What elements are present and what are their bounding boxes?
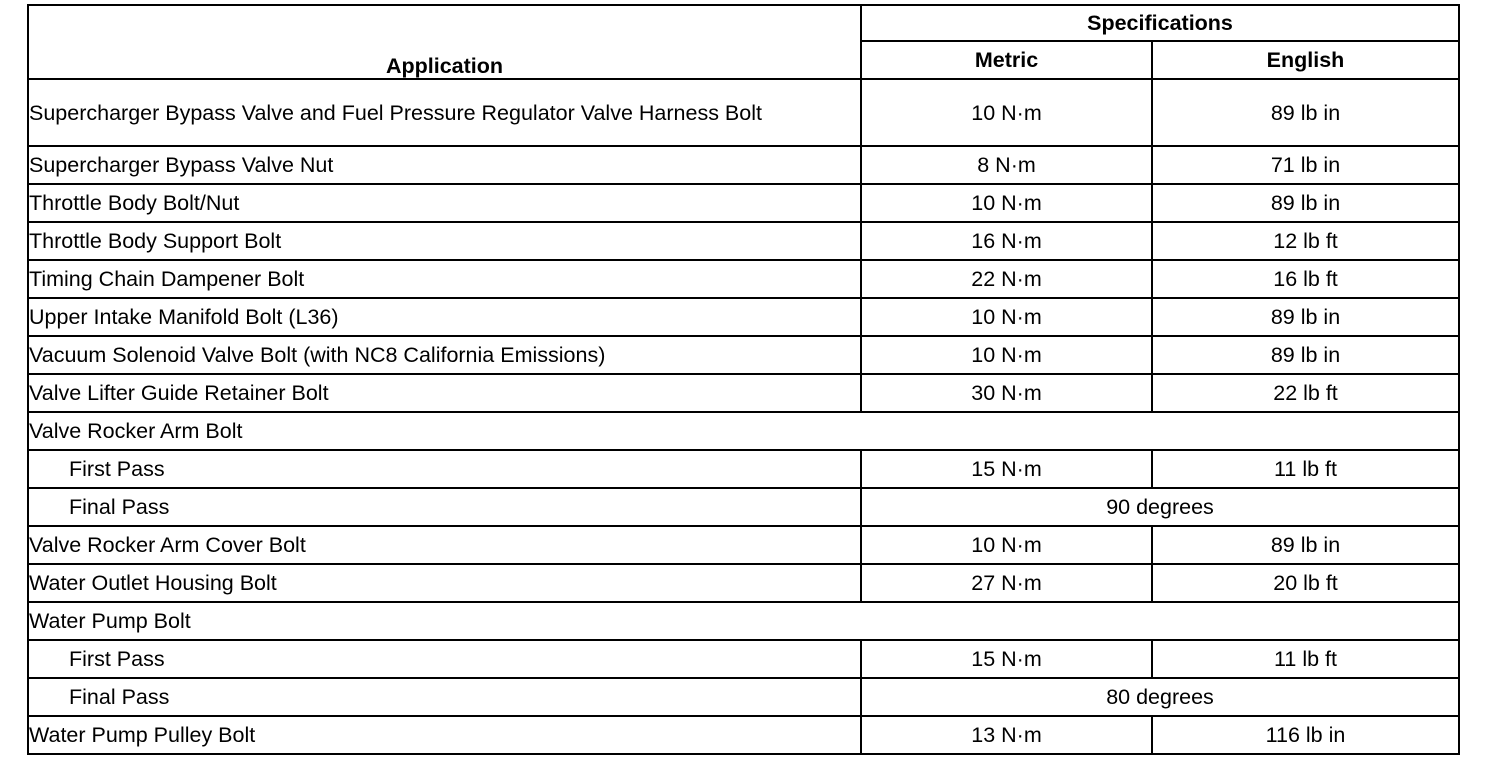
english-cell: 22 lb ft (1152, 374, 1459, 412)
application-column-header: Application (28, 5, 861, 79)
application-cell: Valve Rocker Arm Cover Bolt (28, 526, 861, 564)
metric-cell: 27 N·m (861, 564, 1152, 602)
metric-cell: 15 N·m (861, 450, 1152, 488)
table-row (28, 678, 1459, 716)
torque-specifications-table (27, 4, 1460, 755)
table-row (28, 336, 1459, 374)
english-cell: 89 lb in (1152, 298, 1459, 336)
metric-cell: 10 N·m (861, 526, 1152, 564)
metric-cell: 15 N·m (861, 640, 1152, 678)
table-group-row (28, 412, 1459, 450)
specifications-group-header: Specifications (861, 5, 1459, 41)
metric-cell: 10 N·m (861, 336, 1152, 374)
english-cell: 89 lb in (1152, 79, 1459, 146)
english-cell: 89 lb in (1152, 336, 1459, 374)
application-cell: Supercharger Bypass Valve and Fuel Pressure Regulator Valve Harness Bolt (28, 79, 861, 146)
table-row (28, 146, 1459, 184)
application-group-cell: Water Pump Bolt (28, 602, 1459, 640)
english-cell: 11 lb ft (1152, 640, 1459, 678)
application-cell: Upper Intake Manifold Bolt (L36) (28, 298, 861, 336)
english-cell: 12 lb ft (1152, 222, 1459, 260)
english-cell: 89 lb in (1152, 526, 1459, 564)
application-cell: Valve Lifter Guide Retainer Bolt (28, 374, 861, 412)
table-group-row (28, 602, 1459, 640)
table-row (28, 488, 1459, 526)
application-cell: Water Outlet Housing Bolt (28, 564, 861, 602)
metric-cell: 10 N·m (861, 298, 1152, 336)
table-row (28, 564, 1459, 602)
application-cell: Timing Chain Dampener Bolt (28, 260, 861, 298)
application-cell: Throttle Body Support Bolt (28, 222, 861, 260)
metric-cell: 10 N·m (861, 79, 1152, 146)
application-sub-cell: First Pass (28, 640, 861, 678)
table-row (28, 640, 1459, 678)
english-column-header: English (1152, 41, 1459, 79)
application-cell: Throttle Body Bolt/Nut (28, 184, 861, 222)
spec-span-cell: 90 degrees (861, 488, 1459, 526)
table-row (28, 260, 1459, 298)
table-row (28, 184, 1459, 222)
metric-cell: 8 N·m (861, 146, 1152, 184)
metric-cell: 13 N·m (861, 716, 1152, 754)
application-cell: Water Pump Pulley Bolt (28, 716, 861, 754)
table-row (28, 298, 1459, 336)
table-row (28, 222, 1459, 260)
english-cell: 11 lb ft (1152, 450, 1459, 488)
application-sub-cell: Final Pass (28, 488, 861, 526)
english-cell: 89 lb in (1152, 184, 1459, 222)
application-cell: Supercharger Bypass Valve Nut (28, 146, 861, 184)
application-sub-cell: Final Pass (28, 678, 861, 716)
english-cell: 20 lb ft (1152, 564, 1459, 602)
table-row (28, 374, 1459, 412)
metric-column-header: Metric (861, 41, 1152, 79)
application-cell: Vacuum Solenoid Valve Bolt (with NC8 California Emissions) (28, 336, 861, 374)
english-cell: 71 lb in (1152, 146, 1459, 184)
application-group-cell: Valve Rocker Arm Bolt (28, 412, 1459, 450)
table-row (28, 79, 1459, 146)
spec-span-cell: 80 degrees (861, 678, 1459, 716)
table-row (28, 526, 1459, 564)
metric-cell: 22 N·m (861, 260, 1152, 298)
application-sub-cell: First Pass (28, 450, 861, 488)
english-cell: 16 lb ft (1152, 260, 1459, 298)
table-row (28, 716, 1459, 754)
metric-cell: 10 N·m (861, 184, 1152, 222)
table-row (28, 450, 1459, 488)
metric-cell: 30 N·m (861, 374, 1152, 412)
english-cell: 116 lb in (1152, 716, 1459, 754)
header-row-top (28, 5, 1459, 41)
metric-cell: 16 N·m (861, 222, 1152, 260)
